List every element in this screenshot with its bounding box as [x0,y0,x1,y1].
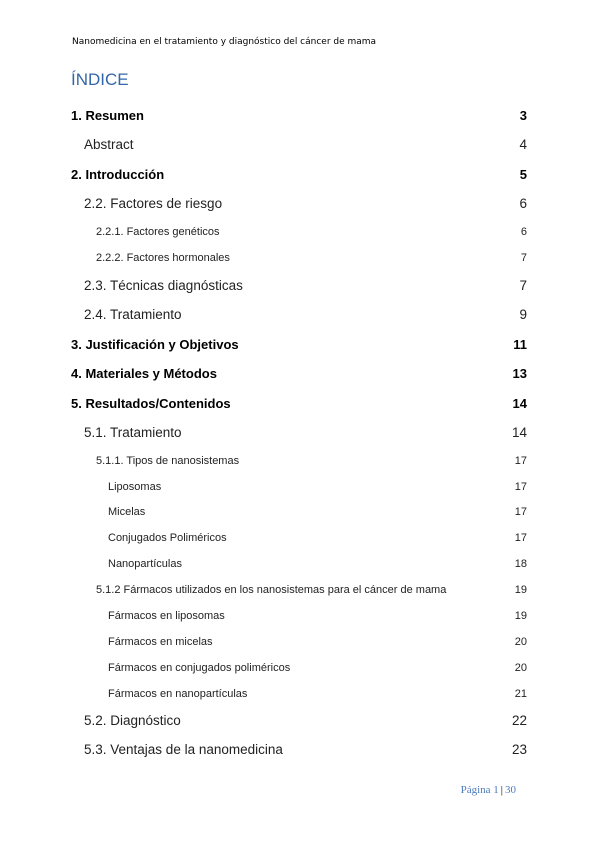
toc-entry-label: 5.1.1. Tipos de nanosistemas [96,455,240,467]
toc-entry[interactable] [96,252,527,264]
toc-entry-page: 17 [514,506,527,518]
toc-entry-label: 5.1. Tratamiento [84,425,182,440]
running-header: Nanomedicina en el tratamiento y diagnóstico del cáncer de mama [72,37,377,47]
footer-page-word: Página [460,784,491,796]
toc-entry[interactable] [108,558,527,570]
toc-entry[interactable] [108,610,527,622]
toc-entry-page: 19 [514,584,527,596]
toc-entry-label: 5. Resultados/Contenidos [71,396,231,411]
toc-entry[interactable] [108,506,527,518]
toc-entry-page: 17 [514,532,527,544]
toc-entry[interactable] [71,396,527,411]
toc-entry-label: Micelas [108,506,146,518]
toc-entry-page: 5 [519,167,527,182]
toc-entry-label: 2. Introducción [71,167,165,182]
toc-entry[interactable] [108,532,527,544]
toc-entry[interactable] [96,584,527,596]
footer-current-page: 1 [493,784,499,796]
toc-entry[interactable] [84,713,527,728]
toc-entry-page: 6 [519,196,527,211]
toc-entry-label: 3. Justificación y Objetivos [71,337,239,352]
toc-entry-label: 4. Materiales y Métodos [71,366,217,381]
footer-separator: | [500,784,503,796]
footer-total-pages: 30 [505,784,516,796]
toc-entry-page: 14 [512,396,527,411]
toc-entry-label: 5.3. Ventajas de la nanomedicina [84,742,283,757]
toc-entry[interactable] [84,278,527,293]
toc-entry-label: Fármacos en nanopartículas [108,688,248,700]
toc-entry-page: 4 [519,137,527,152]
toc-entry[interactable] [71,108,527,123]
toc-entry-label: 2.2.1. Factores genéticos [96,226,220,238]
toc-title: ÍNDICE [71,70,129,89]
toc-entry[interactable] [71,337,527,352]
toc-entry[interactable] [84,307,527,322]
toc-entry-label: 2.4. Tratamiento [84,307,182,322]
toc-entry[interactable] [71,167,527,182]
toc-entry-label: Fármacos en liposomas [108,610,225,622]
toc-entry[interactable] [108,662,527,674]
toc-entry-label: Abstract [84,137,134,152]
toc-entry[interactable] [84,425,527,440]
toc-entry-label: Liposomas [108,481,162,493]
toc-entry-label: 5.2. Diagnóstico [84,713,181,728]
toc-entry-page: 11 [513,337,527,352]
toc-entry[interactable] [108,636,527,648]
toc-entry-label: Nanopartículas [108,558,182,570]
toc-entry-label: Fármacos en micelas [108,636,213,648]
toc-entry-page: 17 [514,481,527,493]
toc-entry-page: 22 [511,713,527,728]
toc-entry-label: 1. Resumen [71,108,144,123]
toc-entry-label: Conjugados Poliméricos [108,532,227,544]
toc-entry[interactable] [96,226,527,238]
toc-entry-label: 2.3. Técnicas diagnósticas [84,278,243,293]
toc-entry-page: 7 [520,252,527,264]
toc-entry-label: 2.2. Factores de riesgo [84,196,223,211]
toc-entry-page: 7 [519,278,527,293]
toc-entry[interactable] [96,455,527,467]
toc-entry-page: 19 [514,610,527,622]
toc-entry-page: 18 [514,558,527,570]
toc-entry-page: 20 [514,636,527,648]
toc-entry-page: 21 [514,688,527,700]
toc-entry-page: 20 [514,662,527,674]
toc-entry[interactable] [84,137,527,152]
toc-entry[interactable] [84,742,527,757]
toc-entry-page: 9 [519,307,527,322]
toc-entry[interactable] [84,196,527,211]
toc-entry-page: 6 [520,226,527,238]
toc-entry-page: 13 [512,366,527,381]
toc-entry-page: 14 [511,425,527,440]
toc-entry[interactable] [108,481,527,493]
toc-entry[interactable] [108,688,527,700]
toc-entry-label: Fármacos en conjugados poliméricos [108,662,291,674]
toc-entry-label: 5.1.2 Fármacos utilizados en los nanosistemas para el cáncer de mama [96,584,447,596]
toc-entry-page: 17 [514,455,527,467]
toc-entry-label: 2.2.2. Factores hormonales [96,252,230,264]
page-footer [461,784,516,796]
toc-entry-page: 23 [511,742,527,757]
toc-entry-page: 3 [519,108,527,123]
toc-entry[interactable] [71,366,527,381]
